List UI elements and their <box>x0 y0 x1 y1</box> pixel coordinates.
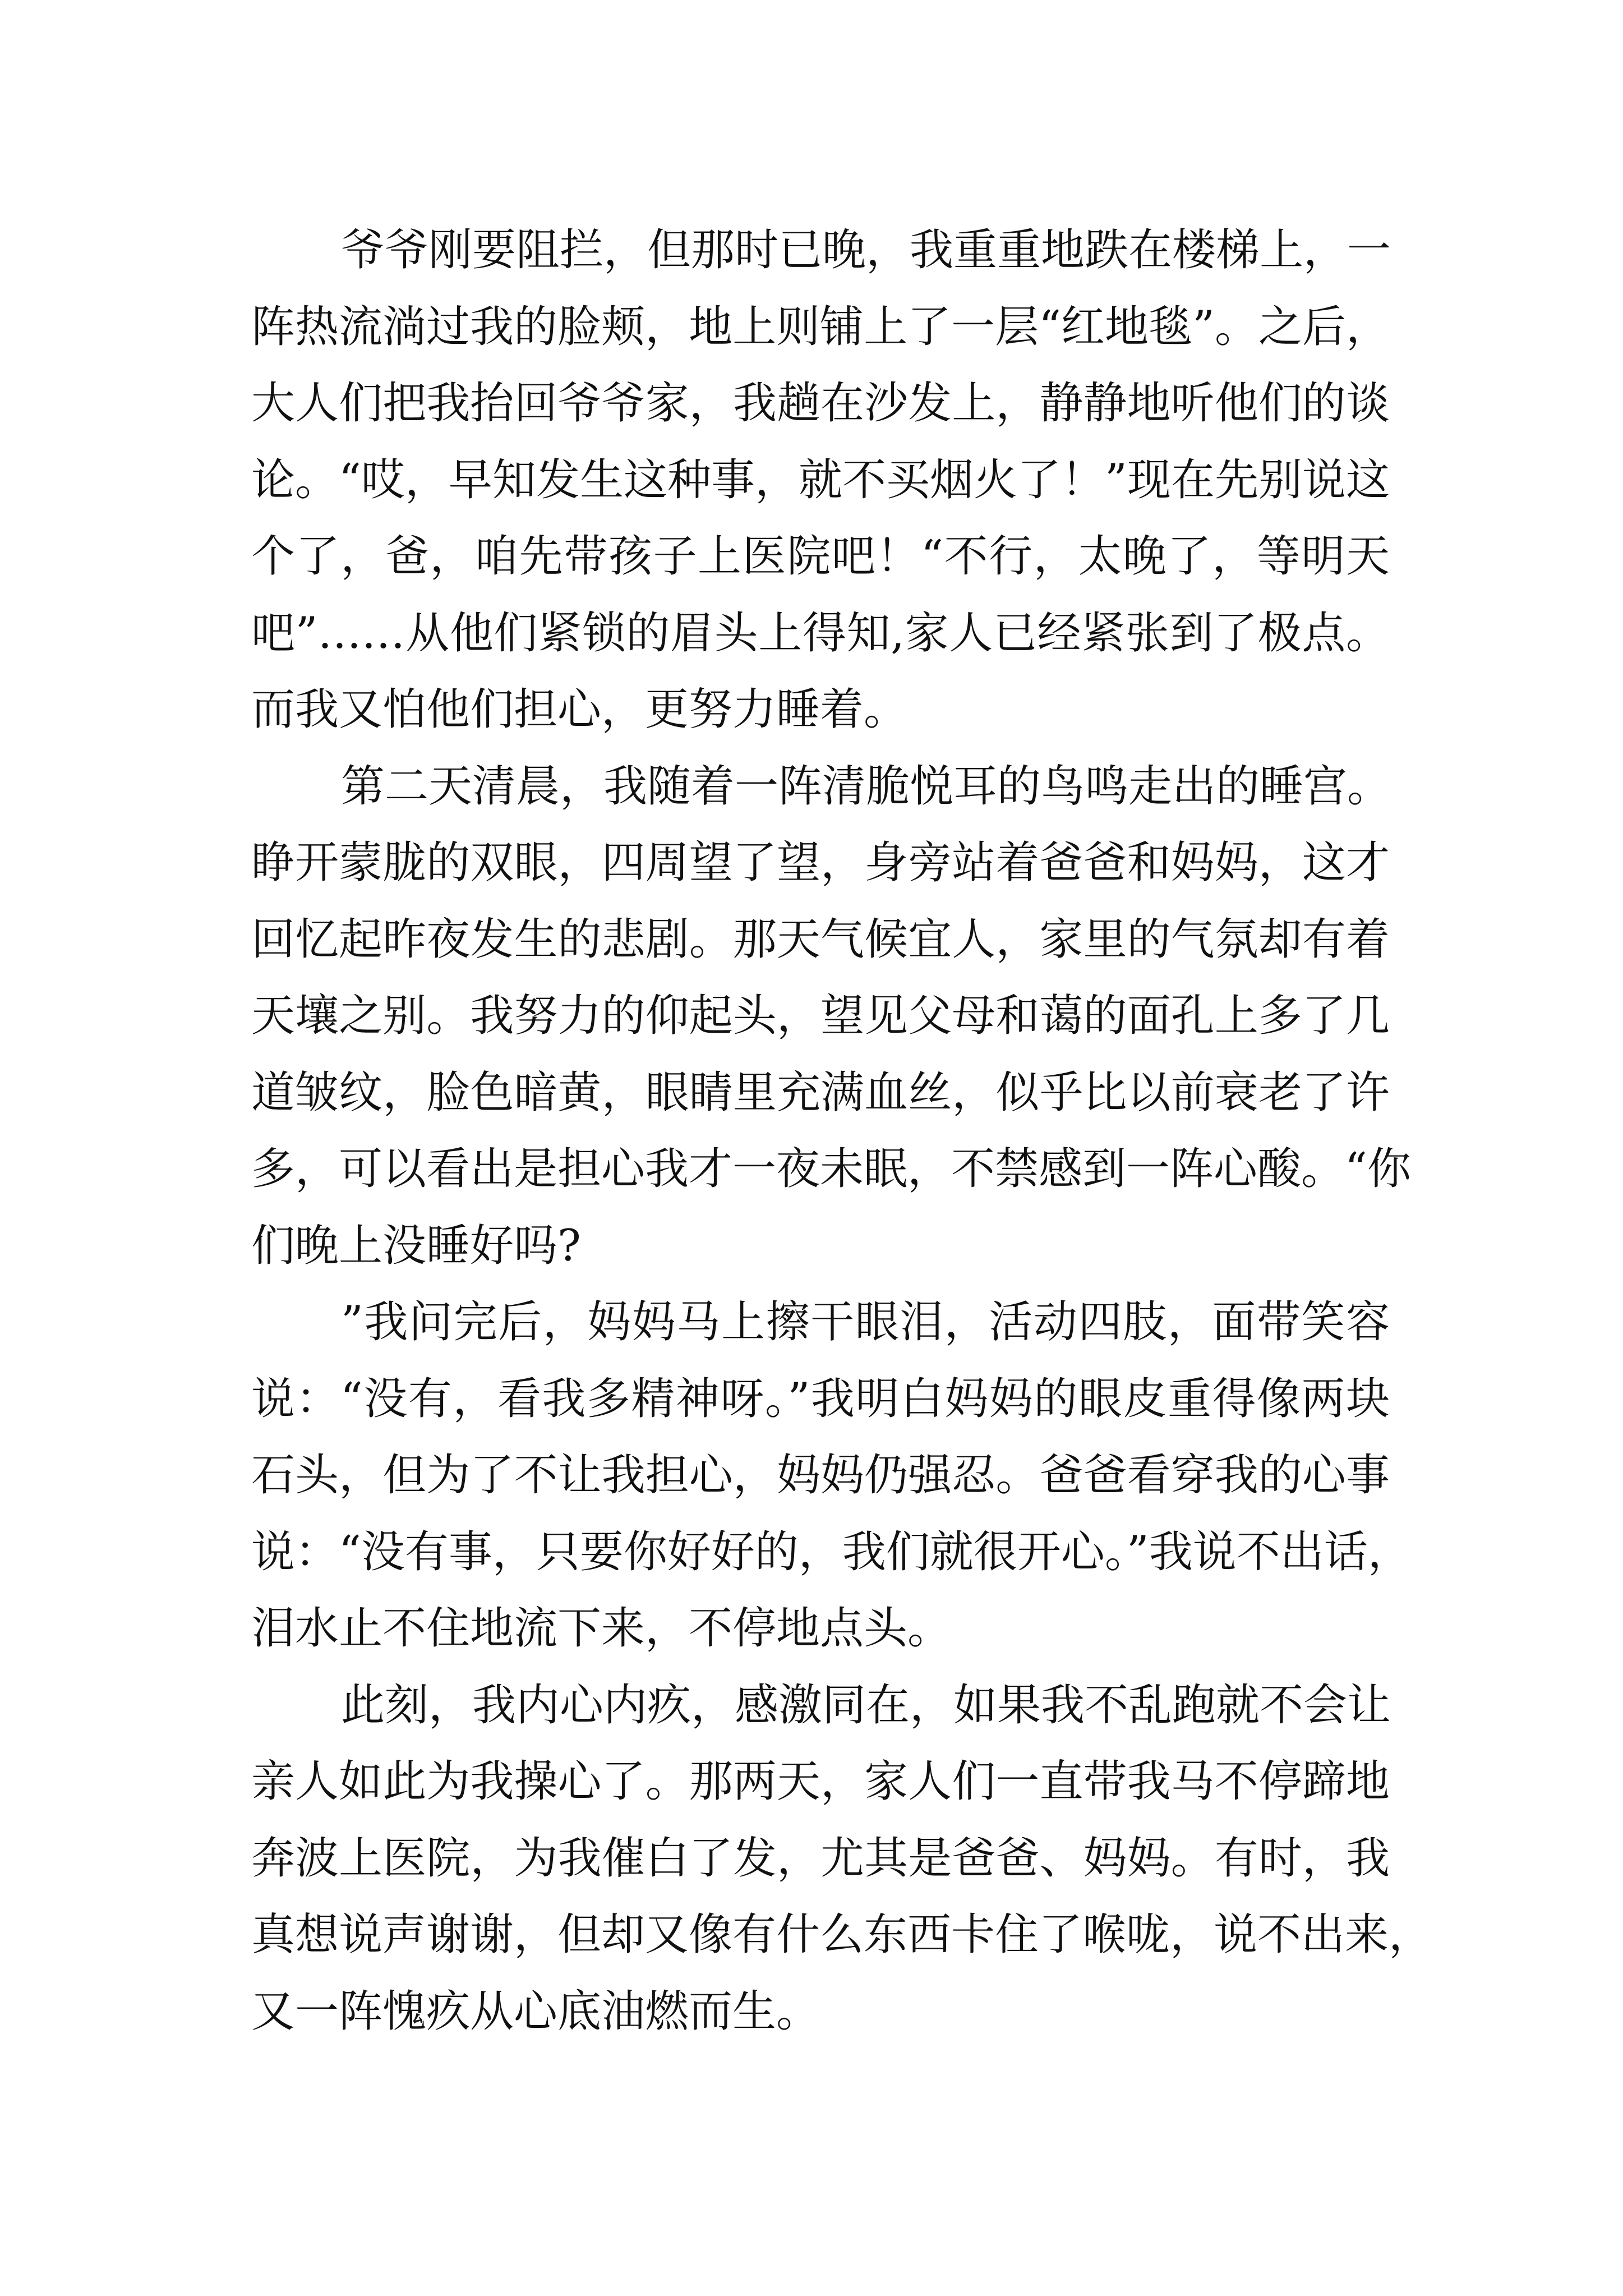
text-line: 个了，爸，咱先带孩子上医院吧！“不行，太晚了，等明天 <box>251 531 1390 582</box>
text-line: 此刻，我内心内疚，感激同在，如果我不乱跑就不会让 <box>341 1680 1391 1731</box>
text-line: 泪水止不住地流下来，不停地点头。 <box>251 1603 952 1654</box>
text-line: 大人们把我抬回爷爷家，我趟在沙发上，静静地听他们的谈 <box>251 378 1390 429</box>
text-line: ”我问完后，妈妈马上擦干眼泪，活动四肢，面带笑容 <box>341 1297 1390 1347</box>
text-line: 阵热流淌过我的脸颊，地上则铺上了一层“红地毯”。之后， <box>251 301 1390 352</box>
text-line: 道皱纹，脸色暗黄，眼睛里充满血丝，似乎比以前衰老了许 <box>251 1067 1390 1118</box>
text-line: 奔波上医院，为我催白了发，尤其是爸爸、妈妈。有时，我 <box>251 1833 1390 1884</box>
text-line: 爷爷刚要阻拦，但那时已晚，我重重地跌在楼梯上，一 <box>341 225 1391 275</box>
text-line: 们晚上没睡好吗? <box>251 1220 581 1271</box>
text-line: 第二天清晨，我随着一阵清脆悦耳的鸟鸣走出的睡宫。 <box>341 761 1391 812</box>
text-line: 又一阵愧疚从心底油燃而生。 <box>251 1986 820 2037</box>
text-line: 回忆起昨夜发生的悲剧。那天气候宜人，家里的气氛却有着 <box>251 914 1390 965</box>
text-line: 说：“没有事，只要你好好的，我们就很开心。”我说不出话， <box>251 1526 1412 1577</box>
text-line: 睁开蒙胧的双眼，四周望了望，身旁站着爸爸和妈妈，这才 <box>251 838 1390 888</box>
text-line: 石头，但为了不让我担心，妈妈仍强忍。爸爸看穿我的心事 <box>251 1450 1390 1501</box>
text-line: 天壤之别。我努力的仰起头，望见父母和蔼的面孔上多了几 <box>251 991 1390 1041</box>
text-line: 论。“哎，早知发生这种事，就不买烟火了！”现在先别说这 <box>251 454 1390 505</box>
text-line: 而我又怕他们担心，更努力睡着。 <box>251 684 908 735</box>
text-line: 多，可以看出是担心我才一夜未眠，不禁感到一阵心酸。“你 <box>251 1144 1411 1194</box>
text-line: 吧”……从他们紧锁的眉头上得知,家人已经紧张到了极点。 <box>251 608 1390 659</box>
text-line: 亲人如此为我操心了。那两天，家人们一直带我马不停蹄地 <box>251 1756 1390 1807</box>
text-line: 真想说声谢谢，但却又像有什么东西卡住了喉咙，说不出来， <box>251 1910 1433 1960</box>
body-text <box>251 212 1433 2050</box>
text-line: 说：“没有，看我多精神呀。”我明白妈妈的眼皮重得像两块 <box>251 1373 1390 1424</box>
